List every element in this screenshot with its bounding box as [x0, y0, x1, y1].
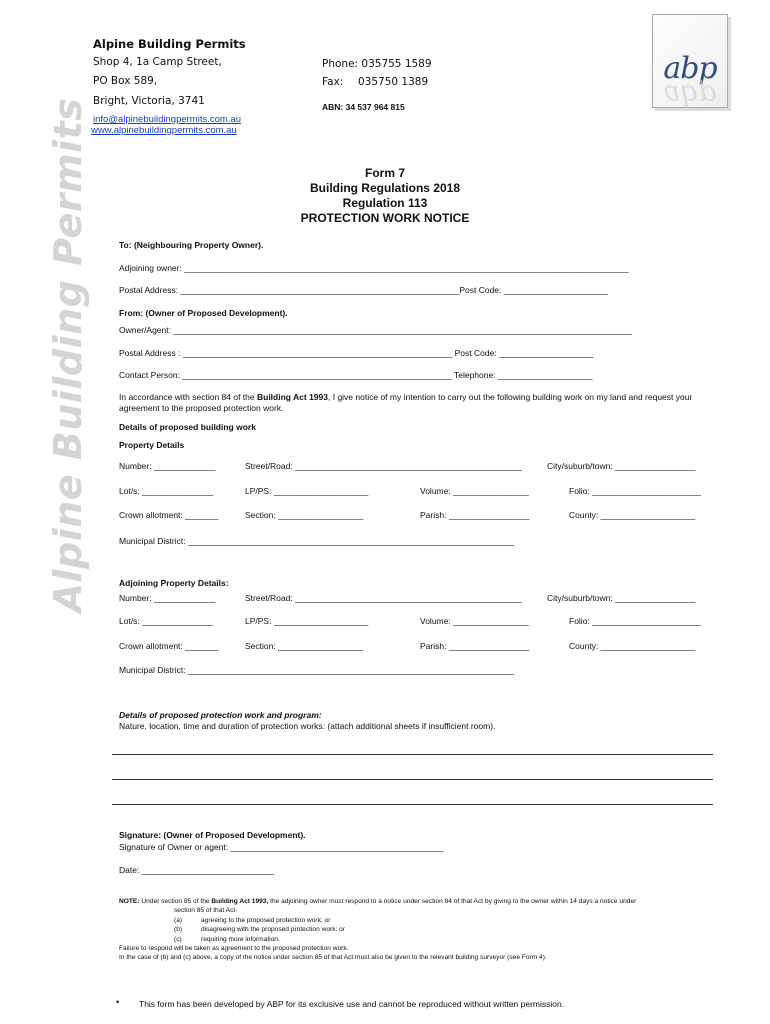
adj-municipal-district-field[interactable]: Municipal District: _____________________________________________________________________	[119, 665, 515, 675]
adj-volume-field[interactable]: Volume: ________________	[420, 616, 529, 626]
crown-allotment-field[interactable]: Crown allotment: _______	[119, 510, 219, 520]
signature-heading: Signature: (Owner of Proposed Development).	[119, 830, 306, 840]
number-field[interactable]: Number: _____________	[119, 461, 216, 471]
note-label: NOTE:	[119, 898, 140, 905]
lpps-field[interactable]: LP/PS: ____________________	[245, 486, 369, 496]
property-details-heading: Property Details	[119, 440, 185, 450]
note-item-a	[119, 916, 636, 925]
note-item-a-key: (a)	[174, 916, 183, 924]
section-field[interactable]: Section: __________________	[245, 510, 364, 520]
details-heading: Details of proposed building work	[119, 422, 256, 432]
note-item-b-key: (b)	[174, 926, 183, 934]
note-post: the adjoining owner must respond to a notice under section 84 of that Act by giving to the owner within 14 days a notice under	[268, 898, 637, 905]
adj-number-field[interactable]: Number: _____________	[119, 593, 216, 603]
footer-text: This form has been developed by ABP for its exclusive use and cannot be reproduced without written permission.	[139, 999, 565, 1009]
protection-line-2[interactable]	[112, 779, 713, 780]
protection-work-heading: Details of proposed protection work and program:	[119, 710, 322, 720]
owner-agent-field[interactable]: Owner/Agent: _________________________________________________________________________________________________	[119, 325, 632, 335]
adjoining-owner-field[interactable]: Adjoining owner: ______________________________________________________________________________________________	[119, 263, 629, 273]
note-act: Building Act 1993,	[211, 898, 269, 905]
notice-paragraph	[119, 392, 692, 402]
notice-line-2: agreement to the proposed protection work.	[119, 403, 284, 413]
lots-field[interactable]: Lot/s: _______________	[119, 486, 214, 496]
to-postal-address-field[interactable]: Postal Address: ___________________________________________________________Post Code: ______________________	[119, 285, 608, 295]
volume-field[interactable]: Volume: ________________	[420, 486, 529, 496]
note-item-c-text: requiring more information.	[201, 935, 280, 943]
note-item-b	[119, 925, 636, 934]
notice-pre: In accordance with section 84 of the	[119, 392, 257, 402]
note-item-a-text: agreeing to the proposed protection work; or	[201, 916, 331, 924]
signature-field[interactable]: Signature of Owner or agent: _____________________________________________	[119, 842, 444, 852]
regulations-title: Building Regulations 2018	[309, 181, 461, 195]
street-field[interactable]: Street/Road: ________________________________________________	[245, 461, 522, 471]
abp-logo	[652, 14, 728, 112]
adj-county-field[interactable]: County: ____________________	[569, 641, 696, 651]
folio-field[interactable]: Folio: _______________________	[569, 486, 701, 496]
note-item-c-key: (c)	[174, 935, 182, 943]
fax-label: Fax:	[322, 76, 344, 88]
vertical-watermark: Alpine Building Permits	[46, 97, 90, 613]
note-block	[119, 897, 636, 963]
org-address-1: Shop 4, 1a Camp Street,	[93, 56, 222, 68]
footer-bullet: •	[116, 997, 120, 1007]
from-heading: From: (Owner of Proposed Development).	[119, 308, 288, 318]
note-item-b-text: disagreeing with the proposed protection work; or	[201, 926, 346, 934]
note-pre: Under section 85 of the	[139, 898, 212, 905]
org-address-3: Bright, Victoria, 3741	[93, 95, 205, 107]
adj-crown-allotment-field[interactable]: Crown allotment: _______	[119, 641, 219, 651]
phone: Phone: 035755 1589	[322, 58, 432, 70]
org-name: Alpine Building Permits	[93, 37, 246, 51]
note-line-2: section 85 of that Act-	[174, 907, 238, 915]
website-link[interactable]: www.alpinebuildingpermits.com.au	[91, 125, 237, 136]
county-field[interactable]: County: ____________________	[569, 510, 696, 520]
adjoining-property-heading: Adjoining Property Details:	[119, 578, 229, 588]
date-field[interactable]: Date: ____________________________	[119, 865, 275, 875]
contact-person-field[interactable]: Contact Person: _________________________________________________________ Telephone: ____________________	[119, 370, 593, 380]
adj-street-field[interactable]: Street/Road: ________________________________________________	[245, 593, 522, 603]
building-act-ref: Building Act 1993	[256, 392, 328, 402]
email-link[interactable]: info@alpinebuildingpermits.com.au	[93, 114, 242, 125]
logo-reflection: abp	[663, 79, 717, 112]
note-line-7: In the case of (b) and (c) above, a copy of the notice under section 85 of that Act must also be given to the relevant building surveyor (see Form 4).	[119, 954, 547, 962]
protection-work-description: Nature, location, time and duration of protection works: (attach additional sheets if insufficient room).	[119, 721, 496, 731]
adj-lpps-field[interactable]: LP/PS: ____________________	[245, 616, 369, 626]
adj-city-field[interactable]: City/suburb/town: _________________	[547, 593, 696, 603]
form-number: Form 7	[364, 166, 405, 180]
city-field[interactable]: City/suburb/town: _________________	[547, 461, 696, 471]
adj-lots-field[interactable]: Lot/s: _______________	[119, 616, 214, 626]
abn: ABN: 34 537 964 815	[322, 102, 405, 112]
logo-text: abp	[663, 51, 717, 86]
notice-post: , I give notice of my intention to carry out the following building work on my land and request your	[328, 392, 693, 402]
adj-section-field[interactable]: Section: __________________	[245, 641, 364, 651]
from-postal-address-field[interactable]: Postal Address : _________________________________________________________ Post Code: ____________________	[119, 348, 594, 358]
municipal-district-field[interactable]: Municipal District: _____________________________________________________________________	[119, 536, 515, 546]
adj-parish-field[interactable]: Parish: _________________	[420, 641, 530, 651]
fax-value: 035750 1389	[358, 76, 429, 88]
regulation-number: Regulation 113	[342, 196, 428, 210]
protection-line-3[interactable]	[112, 804, 713, 805]
to-heading: To: (Neighbouring Property Owner).	[119, 240, 264, 250]
form-title: PROTECTION WORK NOTICE	[300, 211, 470, 225]
note-line-6: Failure to respond will be taken as agreement to the proposed protection work.	[119, 945, 349, 953]
org-address-2: PO Box 589,	[93, 75, 158, 87]
adj-folio-field[interactable]: Folio: _______________________	[569, 616, 701, 626]
note-line-1	[119, 897, 636, 906]
note-item-c	[119, 935, 636, 944]
protection-line-1[interactable]	[112, 754, 713, 755]
parish-field[interactable]: Parish: _________________	[420, 510, 530, 520]
